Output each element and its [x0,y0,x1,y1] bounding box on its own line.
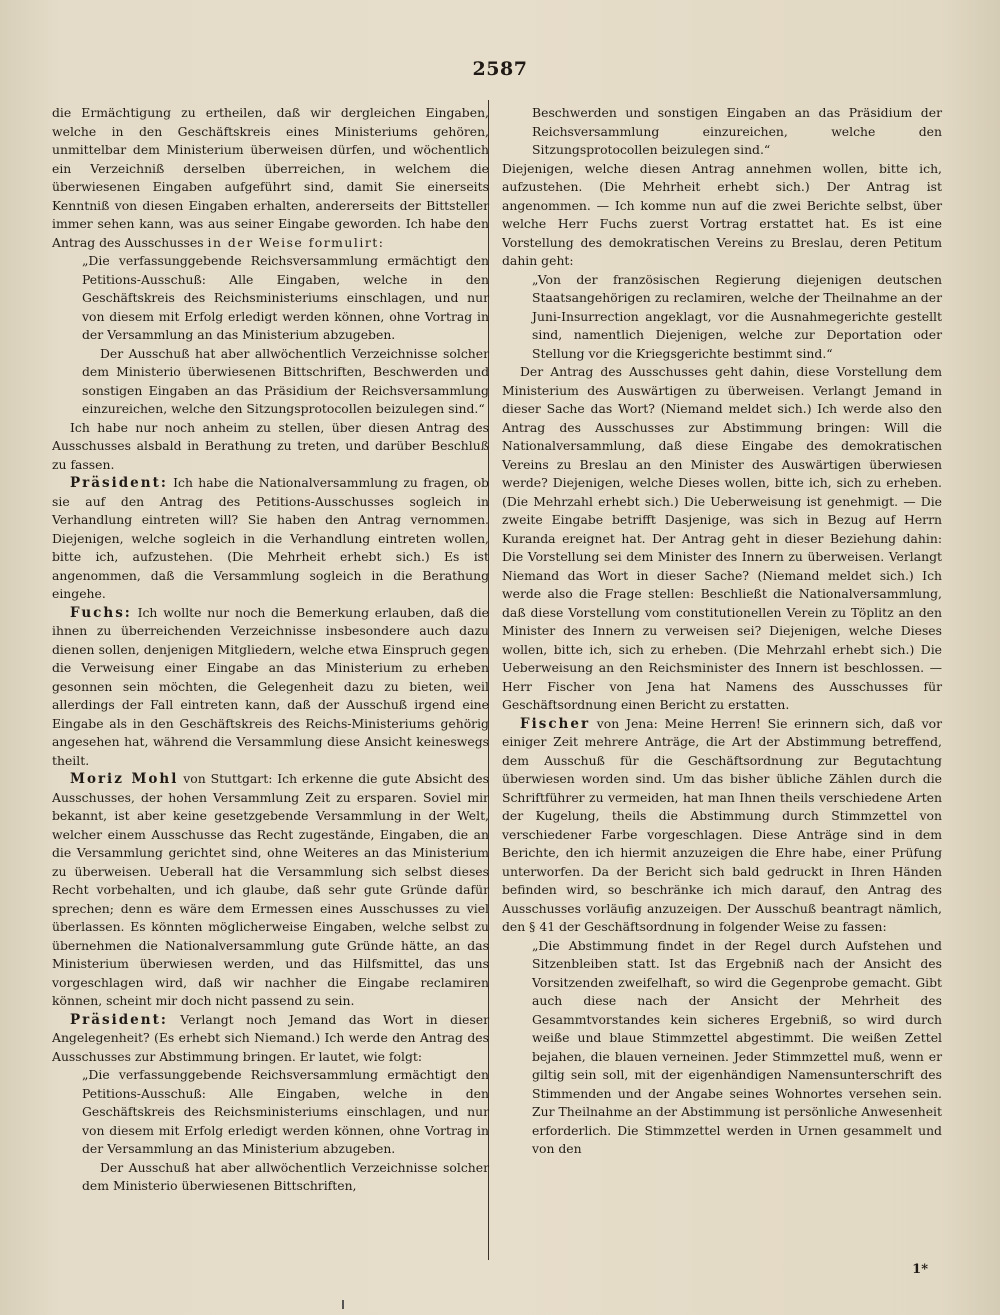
speech-paragraph [52,474,489,604]
speech-text: Verlangt noch Jemand das Wort in dieser Angelegenheit? (Es erhebt sich Niemand.) Ich werde den Antrag des Ausschusses zur Abstimmung bringen. Er lautet, wie folgt: [52,1011,489,1064]
page-number: 2587 [472,58,528,80]
speech-text: von Stuttgart: Ich erkenne die gute Absicht des Ausschusses, der hohen Versammlung Zeit zu ersparen. Soviel mir bekannt, ist aber keine gesetzgebende Versammlung in der Welt, welcher einem Ausschusse das Recht zugestände, Eingaben, die an die Versammlung gerichtet sind, ohne Weiteres an das Ministerium zu überweisen. Ueberall hat die Versammlung sich selbst dieses Recht vorbehalten, und ich glaube, daß sehr gute Gründe dafür sprechen; denn es wäre dem Ermessen eines Ausschusses zu viel überlassen. Es könnten möglicherweise Eingaben, welche selbst zu übernehmen die Nationalversammlung gute Gründe hätte, an das Ministerium überwiesen werden, und das Hilfsmittel, das uns vorgeschlagen wird, daß wir nachher die Eingabe reclamiren können, scheint mir doch nicht passend zu sein. [52,771,489,1008]
speaker-name: Fuchs: [70,604,132,621]
paragraph-text: Ich habe nur noch anheim zu stellen, über diesen Antrag des Ausschusses alsbald in Berathung zu treten, und darüber Beschluß zu fassen. [52,419,489,472]
speech-text: Ich wollte nur noch die Bemerkung erlauben, daß die ihnen zu überreichenden Verzeichnisse insbesondere auch dazu dienen sollen, denjenigen Mitgliedern, welche etwa Einspruch gegen die Verweisung einer Eingabe an das Ministerium zu erheben gesonnen sein möchten, die Gelegenheit dazu zu bieten, weil allerdings der Fall eintreten kann, daß der Ausschuß irgend eine Eingabe als in den Geschäftskreis des Reichs-Ministeriums gehörig angesehen hat, während die Versammlung diese Ansicht keineswegs theilt. [52,604,489,768]
paragraph-text: Der Antrag des Ausschusses geht dahin, diese Vorstellung dem Ministerium des Auswärtigen zu überweisen. Verlangt Jemand in dieser Sache das Wort? (Niemand meldet sich.) Ich werde also den Antrag des Ausschusses zur Abstimmung bringen: Will die Nationalversammlung, daß diese Eingabe des demokratischen Vereins zu Breslau an den Minister des Auswärtigen überwiesen werde? Diejenigen, welche Dieses wollen, bitte ich, sich zu erheben. (Die Mehrzahl erhebt sich.) Die Ueberweisung ist genehmigt. — Die zweite Eingabe betrifft Dasjenige, was sich in Bezug auf Herrn Kuranda ereignet hat. Der Antrag geht in dieser Beziehung dahin: Die Vorstellung sei dem Minister des Innern zu überweisen. Verlangt Niemand das Wort in dieser Sache? (Niemand meldet sich.) Ich werde also die Frage stellen: Beschließt die Nationalversammlung, daß diese Vorstellung vom constitutionellen Verein zu Töplitz an den Minister des Innern zu verweisen sei? Diejenigen, welche Dieses wollen, bitte ich, sich zu erheben. (Die Mehrzahl erhebt sich.) Die Ueberweisung an den Reichsminister des Innern ist beschlossen. — Herr Fischer von Jena hat Namens des Ausschusses für Geschäftsordnung einen Bericht zu erstatten. [502,364,942,712]
quote-text: „Die Abstimmung findet in der Regel durch Aufstehen und Sitzenbleiben statt. Ist das Ergebniß nach der Ansicht des Vorsitzenden zweifelhaft, so wird die Gegenprobe gemacht. Gibt auch diese nach der Ansicht der Mehrheit des Gesammtvorstandes kein sicheres Ergebniß, so wird durch weiße und blaue Stimmzettel abgestimmt. Die weißen Zettel bejahen, die blauen verneinen. Jeder Stimmzettel muß, wenn er giltig sein soll, mit der eigenhändigen Namensunterschrift des Stimmenden und der Angabe seines Wohnortes versehen sein. Zur Theilnahme an der Abstimmung ist persönliche Anwesenheit erforderlich. Die Stimmzettel werden in Urnen gesammelt und von den [532,937,942,1156]
spaced-emphasis: in der Weise formulirt: [207,234,385,250]
quoted-motion [82,345,489,419]
speaker-name: Präsident: [70,1011,168,1028]
quoted-motion [82,252,489,345]
printer-signature: 1* [912,1262,928,1277]
speech-paragraph [52,604,489,771]
quoted-motion [82,1159,489,1196]
quoted-motion [532,937,942,1159]
speech-paragraph [52,1011,489,1067]
speaker-name: Präsident: [70,475,168,491]
quoted-motion [532,104,942,160]
speech-text: von Jena: Meine Herren! Sie erinnern sich, daß vor einiger Zeit mehrere Anträge, die Art der Abstimmung betreffend, dem Ausschuß für die Geschäftsordnung zur Begutachtung überwiesen worden sind. Um das bisher übliche Zählen durch die Schriftführer zu vermeiden, hat man Ihnen theils verschiedene Arten der Kugelung, theils die Abstimmung durch Stimmzettel von verschiedener Farbe vorgeschlagen. Diese Anträge sind in dem Berichte, den ich hiermit anzuzeigen die Ehre habe, einer Prüfung unterworfen. Da der Bericht sich bald gedruckt in Ihren Händen befinden wird, so beschränke ich mich darauf, den Antrag des Ausschusses vorläufig anzuzeigen. Der Ausschuß beantragt nämlich, den § 41 der Geschäftsordnung in folgender Weise zu fassen: [502,715,942,934]
quoted-motion [82,1066,489,1159]
speaker-name: Moriz Mohl [70,771,179,787]
speech-paragraph [502,715,942,937]
margin-mark [342,1300,344,1309]
left-column [52,104,489,1196]
quote-text: Der Ausschuß hat aber allwöchentlich Verzeichnisse solcher dem Ministerio überwiesenen Bittschriften, Beschwerden und sonstigen Eingaben an das Präsidium der Reichsversammlung einzureichen, welche den Sitzungsprotocollen beizulegen sind.“ [82,345,489,416]
body-paragraph [502,363,942,715]
quote-text: Der Ausschuß hat aber allwöchentlich Verzeichnisse solcher dem Ministerio überwiesenen Bittschriften, [82,1159,489,1193]
quote-text: „Die verfassunggebende Reichsversammlung ermächtigt den Petitions-Ausschuß: Alle Eingaben, welche in den Geschäftskreis des Reichsministeriums einschlagen, und nur von diesem mit Erfolg erledigt werden können, ohne Vortrag in der Versammlung an das Ministerium abzugeben. [82,253,489,342]
quote-text: „Die verfassunggebende Reichsversammlung ermächtigt den Petitions-Ausschuß: Alle Eingaben, welche in den Geschäftskreis des Reichsministeriums einschlagen, und nur von diesem mit Erfolg erledigt werden können, ohne Vortrag in der Versammlung an das Ministerium abzugeben. [82,1067,489,1156]
speaker-name: Fischer [520,715,591,732]
paragraph-text: die Ermächtigung zu ertheilen, daß wir dergleichen Eingaben, welche in den Geschäftskreis eines Ministeriums gehören, unmittelbar dem Ministerium überweisen dürfen, und wöchentlich ein Verzeichniß derselben überreichen, in welchem die überwiesenen Eingaben aufgeführt sind, damit Sie einerseits Kenntniß von diesen Eingaben erhalten, andererseits der Bittsteller immer sehen kann, was aus seiner Eingabe geworden. Ich habe den Antrag des Ausschusses [52,105,489,250]
body-paragraph [52,419,489,475]
speech-text: Ich habe die Nationalversammlung zu fragen, ob sie auf den Antrag des Petitions-Ausschusses sogleich in Verhandlung eintreten will? Sie haben den Antrag vernommen. Diejenigen, welche sogleich in die Verhandlung eintreten wollen, bitte ich, aufzustehen. (Die Mehrheit erhebt sich.) Es ist angenommen, daß die Versammlung sogleich in die Berathung eingehe. [52,475,489,601]
quote-text: Beschwerden und sonstigen Eingaben an das Präsidium der Reichsversammlung einzureichen, welche den Sitzungsprotocollen beizulegen sind.“ [532,105,942,157]
body-paragraph [502,160,942,271]
paragraph-text: Diejenigen, welche diesen Antrag annehmen wollen, bitte ich, aufzustehen. (Die Mehrheit erhebt sich.) Der Antrag ist angenommen. — Ich komme nun auf die zwei Berichte selbst, über welche Herr Fuchs zuerst Vortrag erstattet hat. Es ist eine Vorstellung des demokratischen Vereins zu Breslau, deren Petitum dahin geht: [502,160,942,268]
quote-text: „Von der französischen Regierung diejenigen deutschen Staatsangehörigen zu reclamiren, welche der Theilnahme an der Juni-Insurrection angeklagt, vor die Ausnahmegerichte gestellt sind, namentlich Diejenigen, welche zur Deportation oder Stellung vor die Kriegsgerichte bestimmt sind.“ [532,271,942,361]
body-paragraph [52,104,489,252]
right-column [502,104,942,1159]
speech-paragraph [52,770,489,1011]
quoted-motion [532,271,942,364]
